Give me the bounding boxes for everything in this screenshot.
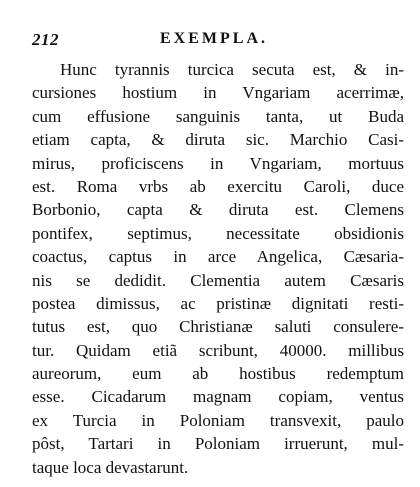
text-line: est. Roma vrbs ab exercitu Caroli, duce <box>32 176 404 196</box>
text-line: Hunc tyrannis turcica secuta est, & in- <box>60 60 404 79</box>
text-line: pôst, Tartari in Poloniam irruerunt, mul- <box>32 434 404 454</box>
page-number: 212 <box>32 30 59 49</box>
page-header <box>32 30 402 56</box>
text-line: nis se dedidit. Clementia autem Cæsaris <box>32 270 404 290</box>
text-line: coactus, captus in arce Angelica, Cæsaria- <box>32 247 404 267</box>
text-line: tutus est, quo Christianæ saluti consulere- <box>32 317 404 337</box>
body-paragraph <box>32 58 404 479</box>
text-line: aureorum, eum ab hostibus redemptum <box>32 364 404 384</box>
text-line: pontifex, septimus, necessitate obsidionis <box>32 223 404 243</box>
running-head: EXEMPLA. <box>160 30 268 47</box>
text-line: Borbonio, capta & diruta est. Clemens <box>32 200 404 220</box>
text-line: tur. Quidam etiã scribunt, 40000. millibus <box>32 340 404 360</box>
text-line: ex Turcia in Poloniam transvexit, paulo <box>32 410 404 430</box>
text-line: cursiones hostium in Vngariam acerrimæ, <box>32 83 404 103</box>
text-line: taque loca devastarunt. <box>32 457 189 477</box>
text-line: etiam capta, & diruta sic. Marchio Casi- <box>32 130 404 150</box>
text-line: cum effusione sanguinis tanta, ut Buda <box>32 106 404 126</box>
text-line: mirus, proficiscens in Vngariam, mortuus <box>32 153 404 173</box>
text-line: esse. Cicadarum magnam copiam, ventus <box>32 387 404 407</box>
text-line: postea dimissus, ac pristinæ dignitati resti- <box>32 293 404 313</box>
